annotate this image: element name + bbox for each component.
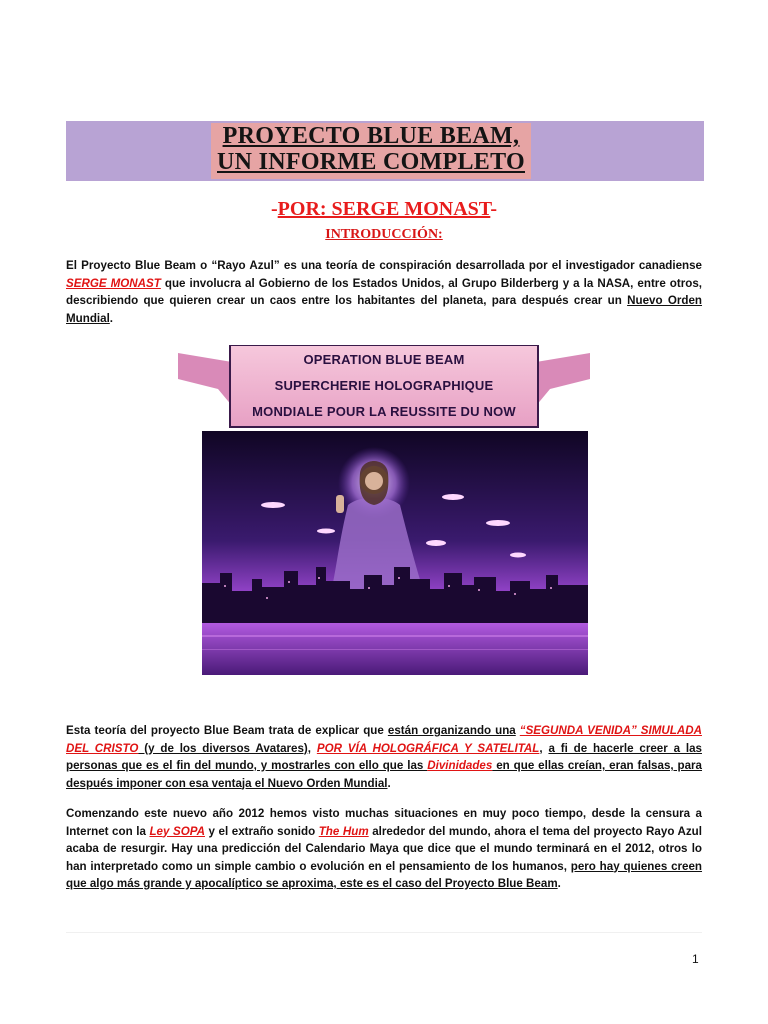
underlined-text: están organizando una (387, 724, 516, 737)
underlined-text: a fi de hacerle creer a las personas que es el fin del mundo, y mostrarles con ello que las (66, 741, 702, 772)
text-run: Comenzando este nuevo año 2012 hemos visto muchas situaciones en muy poco tiempo, desde la censura a Internet con la (66, 807, 702, 838)
paragraph-segunda-venida (66, 722, 702, 792)
highlight-divinidades: Divinidades (427, 759, 493, 772)
section-heading-introduccion: INTRODUCCIÓN: (325, 227, 443, 242)
text-run: que involucra al Gobierno de los Estados Unidos, al Grupo Bilderberg y a la NASA, entre otros, describiendo que quieren crear un caos entre los habitantes del planeta, para después crear un (66, 276, 702, 307)
poster-line-1: OPERATION BLUE BEAM (303, 352, 465, 367)
text-run: y el extraño sonido (204, 824, 319, 838)
paragraph-intro (66, 257, 702, 327)
page-number: 1 (692, 952, 699, 966)
author-name: POR: SERGE MONAST (277, 198, 491, 220)
highlight-serge-monast: SERGE MONAST (66, 276, 161, 290)
underlined-text: pero hay quienes creen que algo más grande y apocalíptico se aproxima, este es el caso del Proyecto Blue Beam (66, 859, 703, 890)
underlined-text: en que ellas creían, eran falsas, para después imponer con esa ventaja el Nuevo Orden Mundial (66, 759, 703, 790)
text-run: . (109, 311, 114, 325)
title-line-2: UN INFORME COMPLETO (217, 149, 525, 175)
text-run: El Proyecto Blue Beam o “Rayo Azul” es una teoría de conspiración desarrollada por el investigador canadiense (66, 259, 702, 272)
text-run: . (557, 877, 561, 890)
author-suffix: - (490, 198, 497, 220)
highlight-segunda-venida: “SEGUNDA VENIDA” SIMULADA DEL CRISTO (66, 724, 702, 755)
title-line-1: PROYECTO BLUE BEAM, (222, 123, 520, 149)
highlight-ley-sopa: Ley SOPA (149, 824, 205, 838)
text-run: . (387, 776, 391, 790)
text-run: Esta teoría del proyecto Blue Beam trata de explicar que (66, 724, 388, 737)
author-prefix: - (271, 198, 278, 220)
document-title (211, 123, 531, 179)
underlined-nuevo-orden: Nuevo Orden Mundial (66, 294, 703, 325)
author-line (0, 198, 768, 221)
text-run: , (539, 741, 549, 755)
poster-line-3: MONDIALE POUR LA REUSSITE DU NOW (252, 404, 516, 419)
footer-divider (66, 932, 702, 933)
blue-beam-poster-image (178, 345, 590, 675)
text-run: , (307, 741, 317, 755)
paragraph-2012 (66, 805, 702, 893)
highlight-the-hum: The Hum (318, 824, 369, 838)
underlined-text: (y de los diversos Avatares) (138, 741, 308, 755)
poster-line-2: SUPERCHERIE HOLOGRAPHIQUE (274, 378, 494, 393)
text-run: alrededor del mundo, ahora el tema del proyecto Rayo Azul acaba de resurgir. Hay una predicción del Calendario Maya que dice que el mundo terminará en el 2012, otros lo han interpretado como un simple cambio o evolución en el pensamiento de los humanos, (66, 824, 702, 873)
highlight-via-holografica: POR VÍA HOLOGRÁFICA Y SATELITAL (316, 741, 540, 755)
